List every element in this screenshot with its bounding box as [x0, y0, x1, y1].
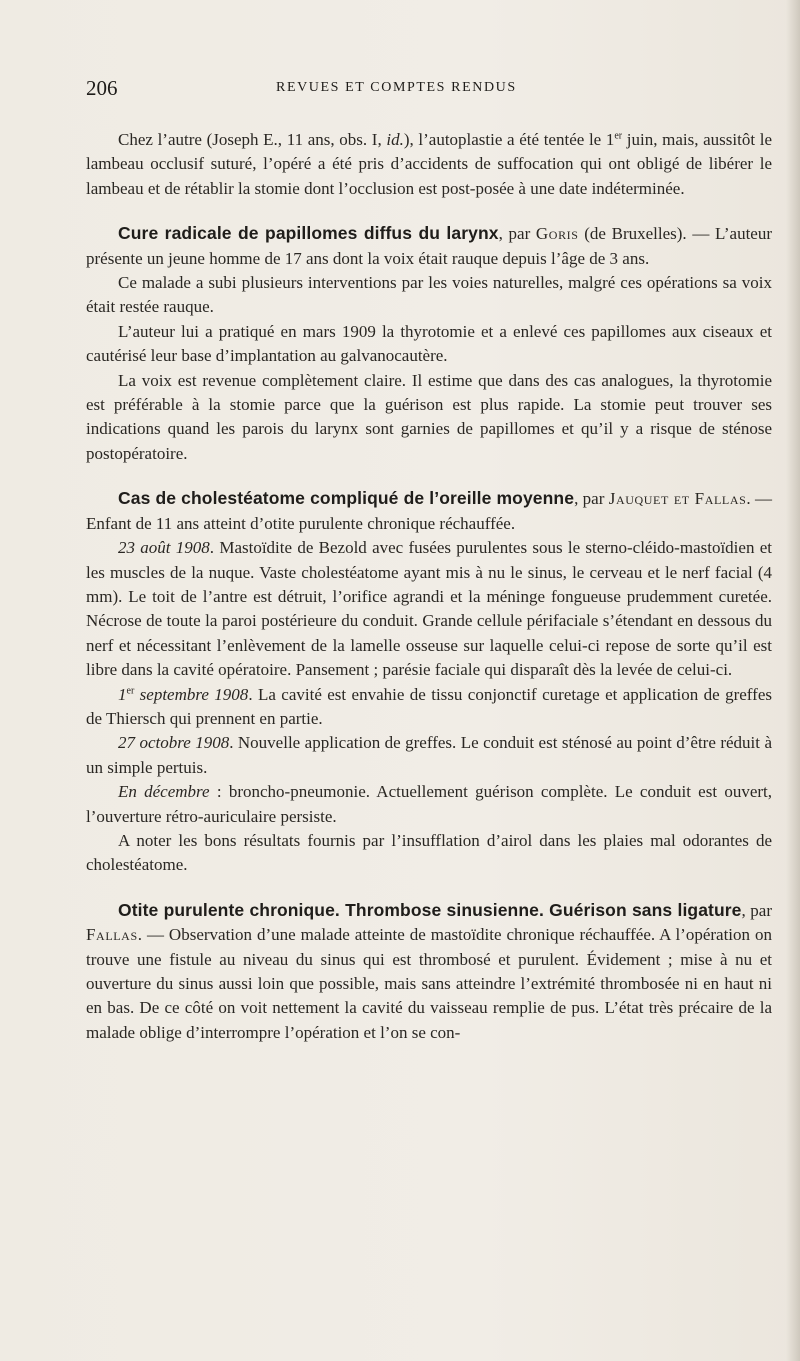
section-1-paragraph-2: Ce malade a subi plusieurs interventions par les voies naturelles, malgré ces opérations sa voix était restée rauque.	[86, 273, 772, 317]
date-23-aout: 23 août 1908	[118, 538, 210, 558]
running-head: REVUES ET COMPTES RENDUS	[276, 80, 517, 95]
intro-text-c: juin, mais, aussitôt le lambeau occlusif suturé, l’opéré a été pris d’accidents de suffocation qui ont obligé de libérer le lambeau et de rétablir la stomie dont l’occlusion est post-posée à une date indéterminée.	[86, 130, 772, 198]
intro-text-b: ), l’autoplastie a été tentée le 1	[403, 130, 615, 149]
section-2-paragraph-3	[86, 683, 772, 732]
section-3-by: , par	[741, 900, 772, 920]
section-1-intro: (de Bruxelles). — L’auteur présente un jeune homme de 17 ans dont la voix était rauque depuis l’âge de 3 ans.	[86, 224, 772, 268]
date-1-septembre-b: septembre 1908	[134, 684, 249, 704]
section-3-author: Fallas	[86, 925, 138, 945]
section-2-text-2: . Mastoïdite de Bezold avec fusées purulentes sous le sterno-cléido-mastoïdien et les muscles de la nuque. Vaste cholestéatome ayant mis à nu le sinus, le cerveau et le nerf facial (4 mm). Le toit de l’antre est détruit, l’orifice agrandi et la méninge fongueuse prudemment curetée. Nécrose de toute la paroi postérieure du conduit. Grande cellule périfaciale s’étendant en dessous du nerf et nécessitant l’enlèvement de la lamelle osseuse sur laquelle celui-ci repose de sorte qu’il est libre dans la cavité opératoire. Pansement ; parésie faciale qui disparaît dès la levée de celui-ci.	[86, 538, 772, 680]
section-2-paragraph-6: A noter les bons résultats fournis par l’insufflation d’airol dans les plaies mal odorantes de cholestéatome.	[86, 830, 772, 875]
section-1-lead	[86, 221, 772, 271]
section-3-lead	[86, 898, 772, 1045]
date-27-octobre: 27 octobre 1908	[118, 733, 230, 753]
section-2-paragraph-2	[86, 536, 772, 682]
section-2-paragraph-5	[86, 780, 772, 829]
intro-text-a: Chez l’autre (Joseph E., 11 ans, obs. I,	[118, 130, 387, 149]
intro-paragraph	[86, 128, 772, 201]
section-1-paragraph-4: La voix est revenue complètement claire. Il estime que dans des cas analogues, la thyrotomie est préférable à la stomie parce que la guérison est plus rapide. La stomie peut trouver ses indications quand les parois du larynx sont garnies de papillomes et qu’il y a risque de sténose postopératoire.	[86, 370, 772, 463]
section-1-paragraph-3: L’auteur lui a pratiqué en mars 1909 la thyrotomie et a enlevé ces papillomes aux ciseaux et cautérisé leur base d’implantation au galvanocautère.	[86, 321, 772, 366]
section-2-text-3: . La cavité est envahie de tissu conjonctif curetage et application de greffes de Thiersch qui prennent en partie.	[86, 684, 772, 728]
intro-text-italic: id.	[386, 130, 404, 149]
date-en-decembre: En décembre	[118, 782, 210, 802]
date-1-septembre-sup: er	[126, 684, 135, 696]
section-2-intro: . — Enfant de 11 ans atteint d’otite purulente chronique réchauffée.	[86, 489, 773, 533]
section-2-lead	[86, 486, 772, 536]
section-2-author: Jauquet et Fallas	[608, 489, 747, 509]
section-2-by: , par	[574, 489, 609, 509]
section-2-paragraph-4	[86, 731, 772, 780]
intro-superscript: er	[614, 130, 623, 142]
article-body	[86, 128, 772, 1045]
section-2-title: Cas de cholestéatome compliqué de l’oreille moyenne	[118, 488, 575, 509]
section-3-intro: . — Observation d’une malade atteinte de mastoïdite chronique réchauffée. A l’opération on trouve une fistule au niveau du sinus qui est thrombosé et purulent. Évidement ; mise à nu et ouverture du sinus aussi loin que possible, mais sans atteindre l’extrémité thrombosée ni en haut ni en bas. De ce côté on voit nettement la cavité du vaisseau remplie de pus. L’état très précaire de la malade oblige d’interrompre l’opération et l’on se con-	[86, 925, 772, 1042]
section-1-by: , par	[498, 224, 536, 244]
section-1-author: Goris	[535, 224, 579, 244]
section-2-text-4: . Nouvelle application de greffes. Le conduit est sténosé au point d’être réduit à un simple pertuis.	[86, 733, 772, 777]
page-edge-shadow	[786, 0, 800, 1361]
section-3-title: Otite purulente chronique. Thrombose sinusienne. Guérison sans ligature	[118, 899, 742, 920]
page-header	[86, 76, 746, 102]
date-1-septembre-a: 1	[118, 684, 127, 704]
section-2-text-5: : broncho-pneumonie. Actuellement guérison complète. Le conduit est ouvert, l’ouverture rétro-auriculaire persiste.	[86, 782, 773, 826]
page-number: 206	[86, 76, 118, 100]
section-1-title: Cure radicale de papillomes diffus du larynx	[118, 223, 499, 244]
